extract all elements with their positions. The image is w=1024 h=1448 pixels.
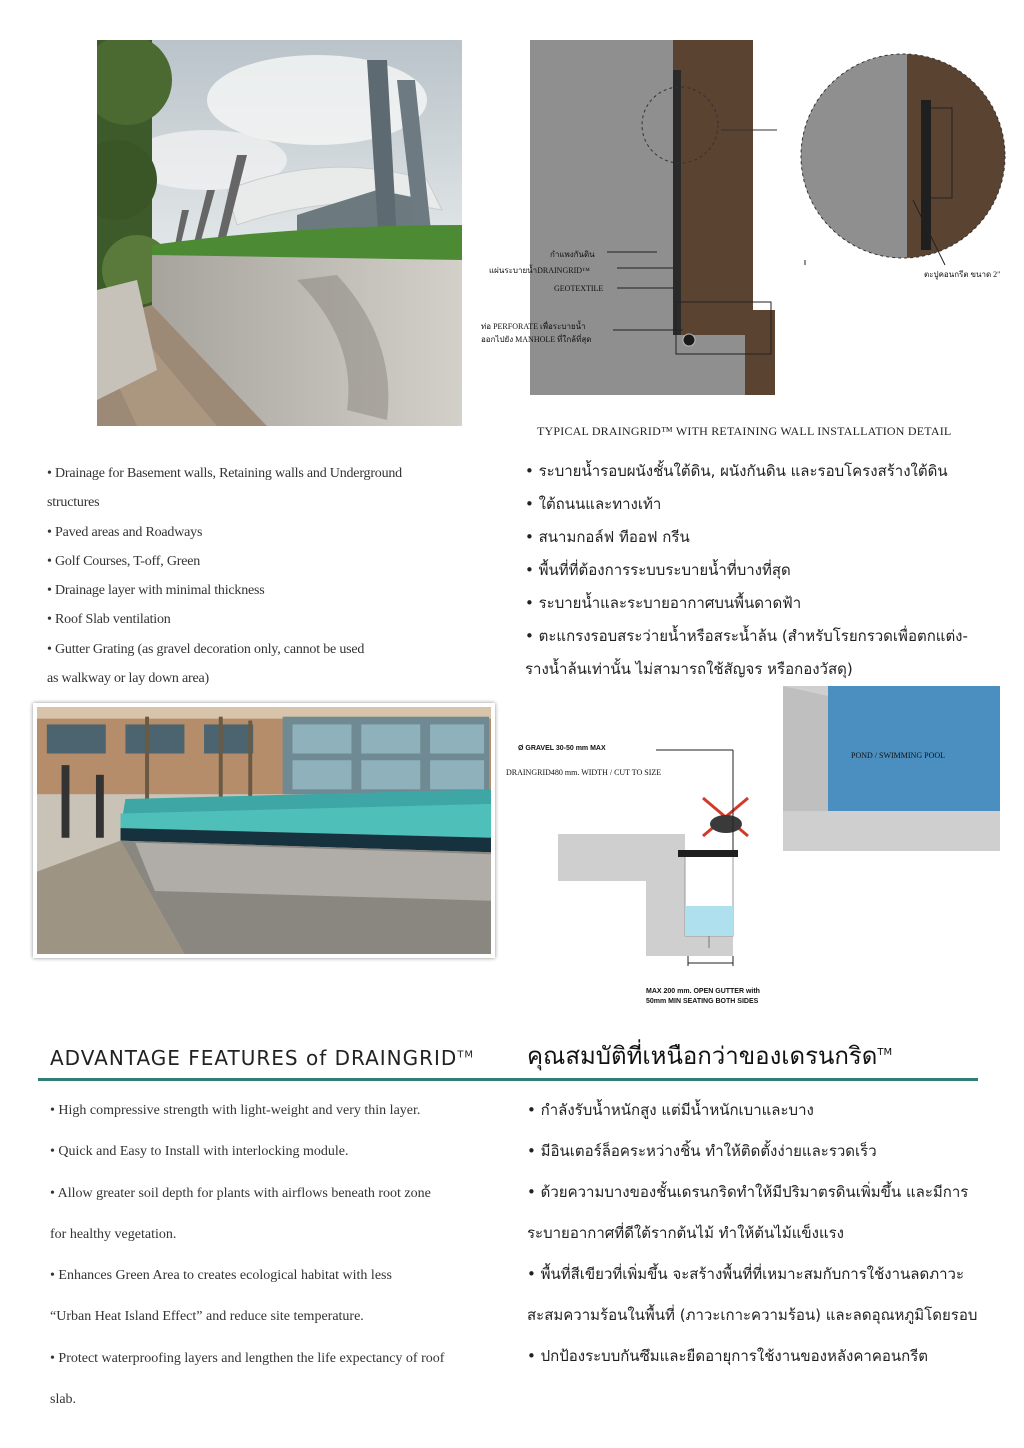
draingrid-sheet-label: แผ่นระบายน้ำDRAINGRID™	[489, 266, 590, 275]
list-item: • Gutter Grating (as gravel decoration only, cannot be used	[47, 641, 365, 657]
list-item: • Enhances Green Area to creates ecological habitat with less	[50, 1268, 392, 1284]
advantages-list-th	[527, 1090, 997, 1377]
uses-list-en	[47, 459, 497, 693]
list-item: • Paved areas and Roadways	[47, 524, 203, 540]
retaining-wall-label: กำแพงกันดิน	[550, 250, 595, 259]
perforate-pipe-label-2: ออกไปยัง MANHOLE ที่ใกล้ที่สุด	[481, 335, 592, 344]
trademark-mark: TM	[877, 1047, 893, 1058]
gutter-detail-diagram	[558, 686, 1000, 1002]
list-item: • กำลังรับน้ำหนักสูง แต่มีน้ำหนักเบาและบาง	[527, 1101, 814, 1119]
list-item: • Golf Courses, T-off, Green	[47, 553, 201, 569]
list-item: structures	[47, 495, 100, 511]
list-item: สะสมความร้อนในพื้นที่ (ภาวะเกาะความร้อน) และลดอุณหภูมิโดยรอบ	[527, 1306, 978, 1324]
list-item: • มีอินเตอร์ล็อคระหว่างชิ้น ทำให้ติดตั้งง่ายและรวดเร็ว	[527, 1142, 877, 1160]
list-item: • พื้นที่สีเขียวที่เพิ่มขึ้น จะสร้างพื้นที่ที่เหมาะสมกับการใช้งานลดภาวะ	[527, 1265, 964, 1283]
list-item: • Roof Slab ventilation	[47, 612, 171, 628]
draingrid-width-label: DRAINGRID480 mm. WIDTH / CUT TO SIZE	[506, 768, 662, 777]
perforate-pipe-label-1: ท่อ PERFORATE เพื่อระบายน้ำ	[481, 322, 586, 331]
uses-list-th	[525, 455, 1005, 686]
list-item: • Protect waterproofing layers and lengthen the life expectancy of roof	[50, 1350, 445, 1366]
advantages-title-en: ADVANTAGE FEATURES of DRAINGRID™	[50, 1046, 475, 1070]
gravel-size-label: Ø GRAVEL 30-50 mm MAX	[518, 745, 606, 752]
list-item: ระบายอากาศที่ดีใต้รากต้นไม้ ทำให้ต้นไม้แข็งแรง	[527, 1224, 844, 1242]
list-item: • ตะแกรงรอบสระว่ายน้ำหรือสระน้ำล้น (สำหรับโรยกรวดเพื่อตกแต่ง-	[525, 627, 968, 645]
geotextile-label: GEOTEXTILE	[554, 284, 604, 293]
section-divider	[38, 1078, 978, 1081]
trademark-mark: TM	[457, 1049, 475, 1061]
list-item: • ปกป้องระบบกันซึมและยืดอายุการใช้งานของหลังคาคอนกรีต	[527, 1347, 928, 1365]
list-item: as walkway or lay down area)	[47, 671, 209, 687]
diagram-caption: TYPICAL DRAINGRID™ WITH RETAINING WALL INSTALLATION DETAIL	[537, 424, 952, 438]
swimming-pool-photo	[33, 703, 495, 958]
list-item: • Drainage layer with minimal thickness	[47, 583, 265, 599]
nail-size-label: ตะปูคอนกรีต ขนาด 2"	[924, 270, 1001, 279]
list-item: • Allow greater soil depth for plants with airflows beneath root zone	[50, 1185, 431, 1201]
gutter-label-1: MAX 200 mm. OPEN GUTTER with	[646, 988, 760, 995]
advantages-list-en	[50, 1090, 500, 1420]
list-item: • High compressive strength with light-weight and very thin layer.	[50, 1103, 421, 1118]
gutter-label-2: 50mm MIN SEATING BOTH SIDES	[646, 998, 759, 1005]
list-item: “Urban Heat Island Effect” and reduce site temperature.	[50, 1309, 364, 1325]
list-item: รางน้ำล้นเท่านั้น ไม่สามารถใช้สัญจร หรือกองวัสดุ)	[525, 660, 853, 678]
list-item: for healthy vegetation.	[50, 1226, 177, 1242]
list-item: • ระบายน้ำรอบผนังชั้นใต้ดิน, ผนังกันดิน และรอบโครงสร้างใต้ดิน	[525, 462, 948, 480]
pond-label: POND / SWIMMING POOL	[851, 751, 946, 760]
list-item: • Quick and Easy to Install with interlocking module.	[50, 1144, 349, 1160]
list-item: • ใต้ถนนและทางเท้า	[525, 495, 662, 513]
list-item: • พื้นที่ที่ต้องการระบบระบายน้ำที่บางที่สุด	[525, 561, 791, 579]
list-item: • ด้วยความบางของชั้นเดรนกริดทำให้มีปริมาตรดินเพิ่มขึ้น และมีการ	[527, 1183, 969, 1201]
list-item: • สนามกอล์ฟ ทีออฟ กรีน	[525, 528, 690, 546]
list-item: slab.	[50, 1392, 77, 1408]
list-item: • ระบายน้ำและระบายอากาศบนพื้นดาดฟ้า	[525, 594, 802, 612]
list-item: • Drainage for Basement walls, Retaining walls and Underground	[47, 466, 402, 481]
retaining-wall-photo	[97, 40, 462, 426]
advantages-title-th: คุณสมบัติที่เหนือกว่าของเดรนกริด™	[527, 1042, 893, 1070]
retaining-wall-detail-diagram	[475, 40, 1015, 412]
